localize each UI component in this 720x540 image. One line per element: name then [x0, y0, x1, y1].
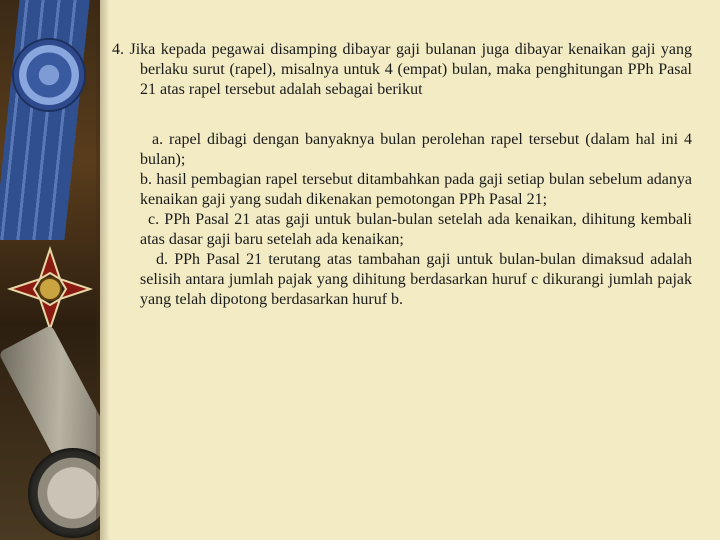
edge-shadow — [96, 0, 110, 540]
subitem-d: d. PPh Pasal 21 terutang atas tambahan gaji untuk bulan-bulan dimaksud adalah selisih antara jumlah pajak yang dihitung berdasarkan huruf c dikurangi jumlah pajak yang telah dipotong berdasarkan huruf b. — [140, 251, 692, 308]
medal-cross-icon — [6, 245, 94, 333]
item-text: Jika kepada pegawai disamping dibayar gaji bulanan juga dibayar kenaikan gaji yang berlaku surut (rapel), misalnya untuk 4 (empat) bulan, maka penghitungan PPh Pasal 21 atas rapel tersebut adalah sebagai berikut — [129, 41, 693, 98]
subitem-list — [140, 130, 692, 310]
medal-ribbon-compass-image — [0, 0, 100, 540]
subitem-a: a. rapel dibagi dengan banyaknya bulan perolehan rapel tersebut (dalam hal ini 4 bulan); — [140, 131, 692, 168]
rosette-image — [14, 40, 84, 110]
subitem-b: b. hasil pembagian rapel tersebut ditambahkan pada gaji setiap bulan sebelum adanya kenaikan gaji yang sudah dikenakan pemotongan PPh Pasal 21; — [140, 171, 692, 208]
slide-content — [112, 40, 692, 310]
ribbon-image — [0, 0, 92, 240]
compass-icon — [28, 448, 100, 538]
item-paragraph — [112, 40, 692, 100]
subitem-c: c. PPh Pasal 21 atas gaji untuk bulan-bulan setelah ada kenaikan, dihitung kembali atas dasar gaji baru setelah ada kenaikan; — [140, 211, 692, 248]
item-number: 4. — [112, 41, 124, 58]
